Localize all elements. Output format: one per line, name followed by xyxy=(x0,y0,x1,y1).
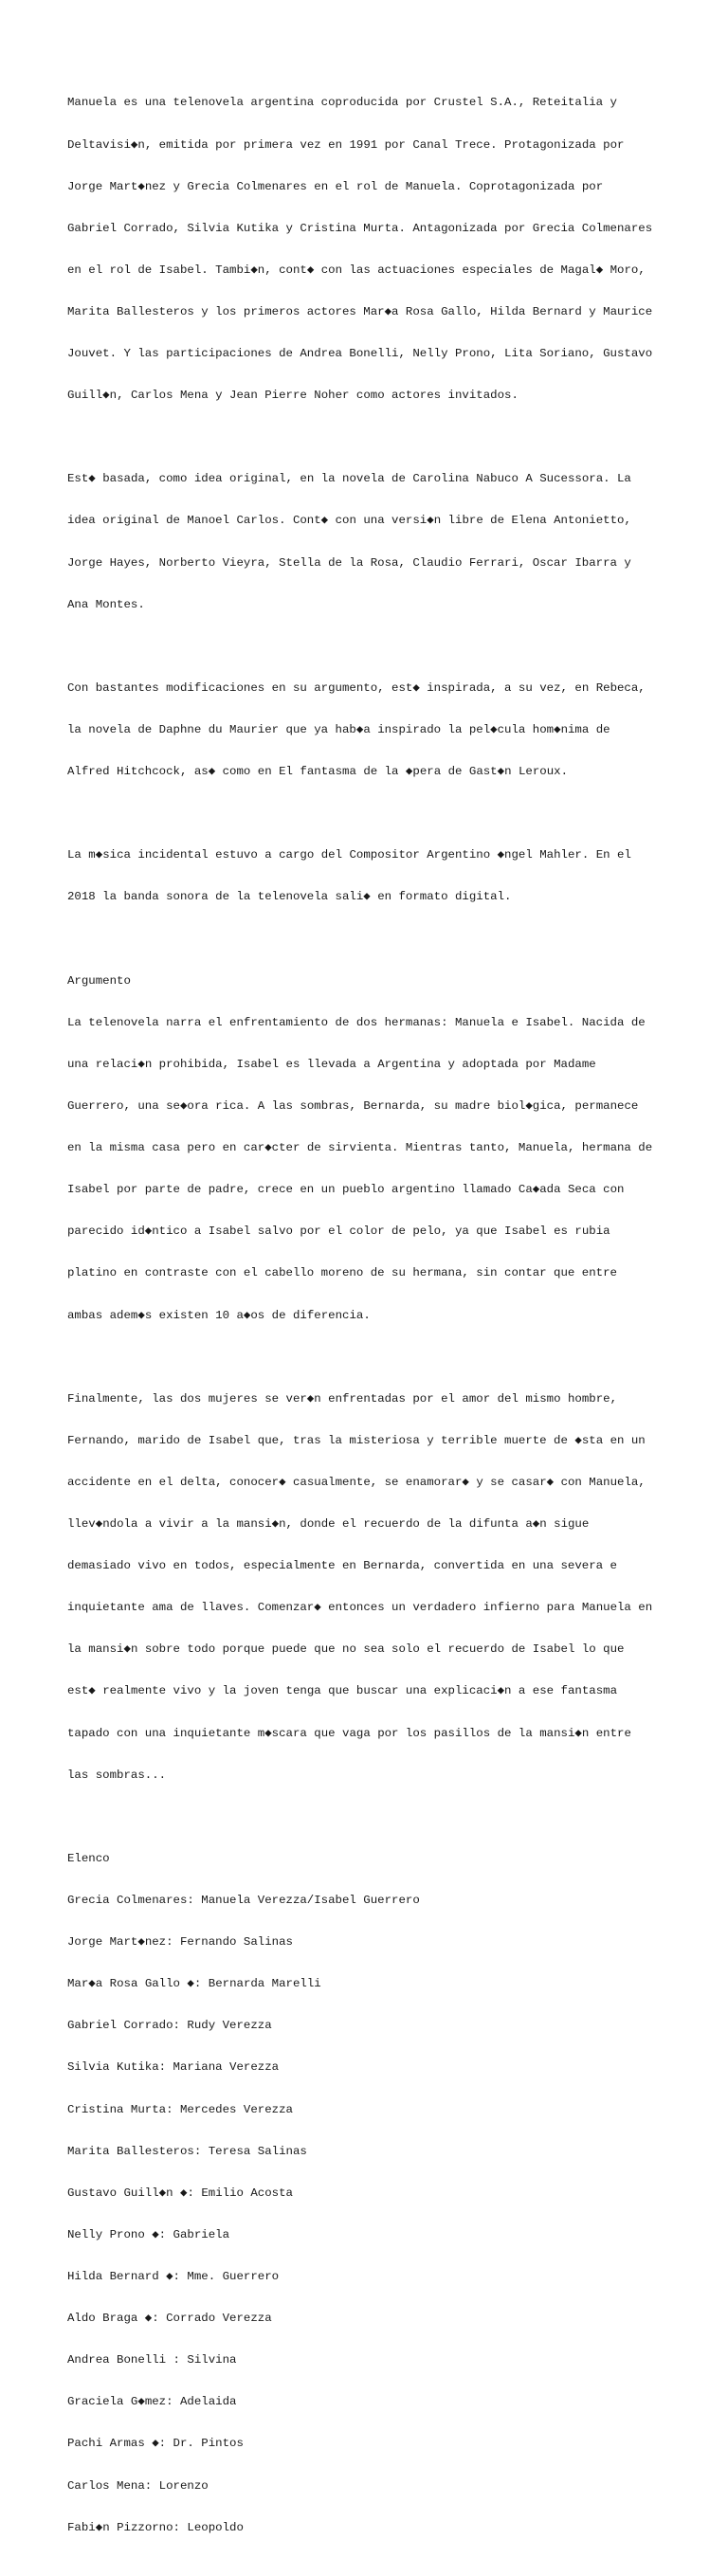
text-line: Deltavisi◆n, emitida por primera vez en 1991 por Canal Trece. Protagonizada por xyxy=(67,137,625,152)
text-line: la novela de Daphne du Maurier que ya hab◆a inspirado la pel◆cula hom◆nima de xyxy=(67,723,610,737)
text-line: las sombras... xyxy=(67,1768,167,1782)
text-line: llev◆ndola a vivir a la mansi◆n, donde el recuerdo de la difunta a◆n sigue xyxy=(67,1517,590,1532)
text-line: demasiado vivo en todos, especialmente en Bernarda, convertida en una severa e xyxy=(67,1559,617,1573)
text-line: parecido id◆ntico a Isabel salvo por el color de pelo, ya que Isabel es rubia xyxy=(67,1225,610,1239)
cast-entry: Gustavo Guill◆n ◆: Emilio Acosta xyxy=(67,2186,293,2200)
cast-entry: Carlos Mena: Lorenzo xyxy=(67,2478,209,2493)
text-line: est◆ realmente vivo y la joven tenga que buscar una explicaci◆n a ese fantasma xyxy=(67,1684,618,1698)
text-line: Con bastantes modificaciones en su argumento, est◆ inspirada, a su vez, en Rebeca, xyxy=(67,680,646,695)
text-line: platino en contraste con el cabello moreno de su hermana, sin contar que entre xyxy=(67,1266,617,1280)
cast-entry: Andrea Bonelli : Silvina xyxy=(67,2353,237,2367)
text-line: tapado con una inquietante m◆scara que vaga por los pasillos de la mansi◆n entre xyxy=(67,1726,631,1740)
text-line: 2018 la banda sonora de la telenovela sali◆ en formato digital. xyxy=(67,890,512,904)
text-line: Gabriel Corrado, Silvia Kutika y Cristina Murta. Antagonizada por Grecia Colmenares xyxy=(67,221,653,235)
text-line: accidente en el delta, conocer◆ casualmente, se enamorar◆ y se casar◆ con Manuela, xyxy=(67,1475,646,1489)
cast-entry: Gabriel Corrado: Rudy Verezza xyxy=(67,2019,272,2033)
text-line: Jouvet. Y las participaciones de Andrea Bonelli, Nelly Prono, Lita Soriano, Gustavo xyxy=(67,347,653,361)
section-heading-argumento: Argumento xyxy=(67,973,131,988)
text-line: Guill◆n, Carlos Mena y Jean Pierre Noher como actores invitados. xyxy=(67,389,519,403)
document-body xyxy=(67,68,674,2576)
cast-entry: Fabi◆n Pizzorno: Leopoldo xyxy=(67,2520,244,2534)
text-line: Jorge Mart◆nez y Grecia Colmenares en el rol de Manuela. Coprotagonizada por xyxy=(67,179,604,193)
paragraph-basis xyxy=(67,444,674,640)
text-line: una relaci◆n prohibida, Isabel es llevada a Argentina y adoptada por Madame xyxy=(67,1057,596,1071)
text-line: Marita Ballesteros y los primeros actores Mar◆a Rosa Gallo, Hilda Bernard y Maurice xyxy=(67,304,653,318)
text-line: en el rol de Isabel. Tambi◆n, cont◆ con las actuaciones especiales de Magal◆ Moro, xyxy=(67,263,646,277)
text-line: Isabel por parte de padre, crece en un pueblo argentino llamado Ca◆ada Seca con xyxy=(67,1183,625,1197)
paragraph-elenco xyxy=(67,1824,674,2563)
text-line: Fernando, marido de Isabel que, tras la misteriosa y terrible muerte de ◆sta en un xyxy=(67,1433,646,1447)
text-line: en la misma casa pero en car◆cter de sirvienta. Mientras tanto, Manuela, hermana de xyxy=(67,1141,653,1155)
text-line: Alfred Hitchcock, as◆ como en El fantasma de la ◆pera de Gast◆n Leroux. xyxy=(67,765,568,779)
cast-entry: Grecia Colmenares: Manuela Verezza/Isabel Guerrero xyxy=(67,1894,420,1908)
text-line: inquietante ama de llaves. Comenzar◆ entonces un verdadero infierno para Manuela en xyxy=(67,1601,653,1615)
text-line: idea original de Manoel Carlos. Cont◆ con una versi◆n libre de Elena Antonietto, xyxy=(67,514,631,528)
cast-entry: Silvia Kutika: Mariana Verezza xyxy=(67,2060,280,2075)
text-line: La telenovela narra el enfrentamiento de dos hermanas: Manuela e Isabel. Nacida de xyxy=(67,1015,646,1029)
text-line: Est◆ basada, como idea original, en la novela de Carolina Nabuco A Sucessora. La xyxy=(67,472,631,486)
cast-entry: Nelly Prono ◆: Gabriela xyxy=(67,2227,230,2241)
cast-entry: Pachi Armas ◆: Dr. Pintos xyxy=(67,2437,244,2451)
cast-entry: Cristina Murta: Mercedes Verezza xyxy=(67,2102,293,2116)
text-line: Manuela es una telenovela argentina coproducida por Crustel S.A., Reteitalia y xyxy=(67,96,617,110)
paragraph-music xyxy=(67,821,674,933)
cast-entry: Aldo Braga ◆: Corrado Verezza xyxy=(67,2312,272,2326)
cast-entry: Marita Ballesteros: Teresa Salinas xyxy=(67,2144,307,2158)
text-line: la mansi◆n sobre todo porque puede que no sea solo el recuerdo de Isabel lo que xyxy=(67,1642,625,1657)
text-line: Finalmente, las dos mujeres se ver◆n enfrentadas por el amor del mismo hombre, xyxy=(67,1391,618,1406)
text-line: Ana Montes. xyxy=(67,597,145,611)
cast-entry: Graciela G◆mez: Adelaida xyxy=(67,2395,237,2409)
text-line: ambas adem◆s existen 10 a◆os de diferencia. xyxy=(67,1308,371,1322)
cast-entry: Hilda Bernard ◆: Mme. Guerrero xyxy=(67,2270,280,2283)
paragraph-inspiration xyxy=(67,654,674,807)
text-line: Jorge Hayes, Norberto Vieyra, Stella de la Rosa, Claudio Ferrari, Oscar Ibarra y xyxy=(67,555,631,570)
section-heading-elenco: Elenco xyxy=(67,1851,110,1865)
paragraph-intro xyxy=(67,68,674,430)
cast-entry: Jorge Mart◆nez: Fernando Salinas xyxy=(67,1935,293,1950)
text-line: Guerrero, una se◆ora rica. A las sombras, Bernarda, su madre biol◆gica, permanece xyxy=(67,1098,639,1113)
text-line: La m◆sica incidental estuvo a cargo del Compositor Argentino ◆ngel Mahler. En el xyxy=(67,848,631,862)
paragraph-argumento xyxy=(67,946,674,1350)
cast-entry: Mar◆a Rosa Gallo ◆: Bernarda Marelli xyxy=(67,1977,321,1991)
paragraph-finalmente xyxy=(67,1364,674,1810)
